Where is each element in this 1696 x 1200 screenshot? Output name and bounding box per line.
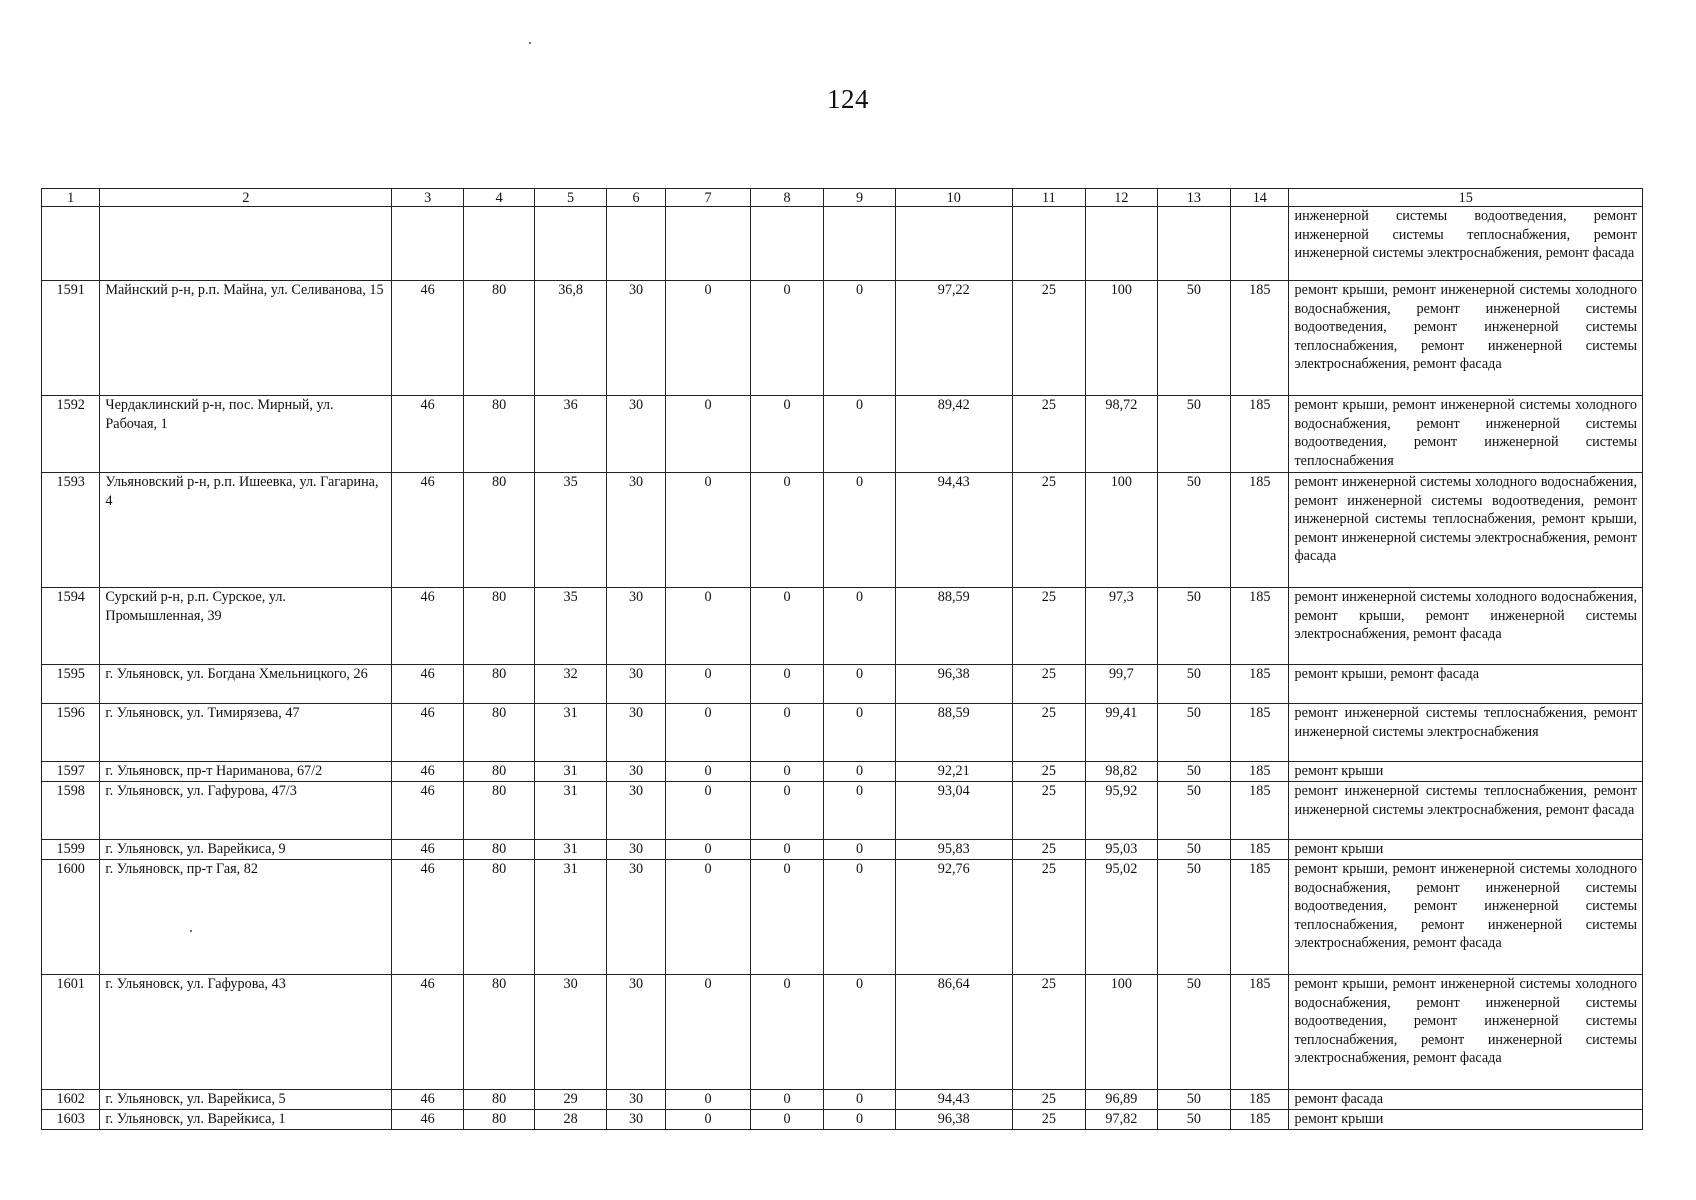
column-header: 1 — [42, 189, 100, 207]
value-cell — [606, 207, 665, 281]
value-cell: 31 — [535, 782, 606, 840]
value-cell: 96,38 — [895, 665, 1012, 704]
value-cell — [824, 207, 895, 281]
address-cell: г. Ульяновск, пр-т Нариманова, 67/2 — [100, 762, 392, 782]
value-cell: 30 — [606, 396, 665, 473]
value-cell: 50 — [1157, 782, 1231, 840]
table-row — [42, 588, 1643, 665]
value-cell — [1231, 207, 1289, 281]
value-cell — [1012, 207, 1086, 281]
value-cell: 25 — [1012, 281, 1086, 396]
column-header: 6 — [606, 189, 665, 207]
value-cell: 0 — [750, 704, 824, 762]
value-cell: 80 — [463, 860, 534, 975]
table-row — [42, 1110, 1643, 1130]
table-row — [42, 281, 1643, 396]
value-cell: 80 — [463, 665, 534, 704]
works-description: ремонт крыши — [1289, 1110, 1643, 1130]
value-cell: 30 — [606, 840, 665, 860]
value-cell: 25 — [1012, 704, 1086, 762]
value-cell: 46 — [392, 1090, 463, 1110]
works-description: ремонт инженерной системы холодного водоснабжения, ремонт крыши, ремонт инженерной системы электроснабжения, ремонт фасада — [1289, 588, 1643, 665]
value-cell: 30 — [606, 782, 665, 840]
value-cell: 95,83 — [895, 840, 1012, 860]
value-cell: 185 — [1231, 665, 1289, 704]
works-description: ремонт крыши, ремонт инженерной системы холодного водоснабжения, ремонт инженерной системы водоотведения, ремонт инженерной системы теплоснабжения, ремонт инженерной системы электроснабжения, ремонт фасада — [1289, 975, 1643, 1090]
value-cell: 35 — [535, 588, 606, 665]
column-header: 15 — [1289, 189, 1643, 207]
value-cell: 0 — [824, 782, 895, 840]
value-cell: 46 — [392, 665, 463, 704]
value-cell: 46 — [392, 1110, 463, 1130]
value-cell: 0 — [750, 1090, 824, 1110]
value-cell: 185 — [1231, 860, 1289, 975]
value-cell: 95,03 — [1086, 840, 1157, 860]
value-cell: 25 — [1012, 1110, 1086, 1130]
value-cell: 86,64 — [895, 975, 1012, 1090]
value-cell: 31 — [535, 840, 606, 860]
column-header: 8 — [750, 189, 824, 207]
value-cell: 185 — [1231, 1090, 1289, 1110]
value-cell: 96,89 — [1086, 1090, 1157, 1110]
value-cell: 80 — [463, 975, 534, 1090]
value-cell: 0 — [666, 665, 751, 704]
value-cell: 31 — [535, 860, 606, 975]
works-description: ремонт инженерной системы теплоснабжения, ремонт инженерной системы электроснабжения, ремонт фасада — [1289, 782, 1643, 840]
value-cell: 36,8 — [535, 281, 606, 396]
value-cell: 0 — [824, 975, 895, 1090]
value-cell: 46 — [392, 396, 463, 473]
value-cell: 46 — [392, 762, 463, 782]
value-cell: 94,43 — [895, 1090, 1012, 1110]
column-header: 12 — [1086, 189, 1157, 207]
value-cell: 98,82 — [1086, 762, 1157, 782]
works-description: ремонт инженерной системы холодного водоснабжения, ремонт инженерной системы водоотведения, ремонт инженерной системы теплоснабжения, ремонт крыши, ремонт инженерной системы электроснабжения, ремонт фасада — [1289, 473, 1643, 588]
column-header: 13 — [1157, 189, 1231, 207]
value-cell: 25 — [1012, 396, 1086, 473]
value-cell: 30 — [606, 1090, 665, 1110]
table-row — [42, 860, 1643, 975]
address-cell: г. Ульяновск, ул. Варейкиса, 5 — [100, 1090, 392, 1110]
value-cell: 30 — [535, 975, 606, 1090]
value-cell — [666, 207, 751, 281]
works-description: инженерной системы водоотведения, ремонт инженерной системы теплоснабжения, ремонт инженерной системы электроснабжения, ремонт фасада — [1289, 207, 1643, 281]
value-cell: 30 — [606, 975, 665, 1090]
column-header: 14 — [1231, 189, 1289, 207]
table-row — [42, 975, 1643, 1090]
table-row — [42, 782, 1643, 840]
value-cell: 46 — [392, 840, 463, 860]
value-cell: 50 — [1157, 473, 1231, 588]
value-cell: 99,41 — [1086, 704, 1157, 762]
value-cell — [895, 207, 1012, 281]
value-cell: 50 — [1157, 840, 1231, 860]
table-row — [42, 840, 1643, 860]
value-cell: 36 — [535, 396, 606, 473]
value-cell — [1157, 207, 1231, 281]
address-cell: г. Ульяновск, ул. Варейкиса, 9 — [100, 840, 392, 860]
row-number: 1597 — [42, 762, 100, 782]
value-cell: 25 — [1012, 782, 1086, 840]
value-cell: 89,42 — [895, 396, 1012, 473]
value-cell: 46 — [392, 782, 463, 840]
column-header: 10 — [895, 189, 1012, 207]
value-cell: 95,02 — [1086, 860, 1157, 975]
value-cell: 46 — [392, 704, 463, 762]
value-cell: 185 — [1231, 975, 1289, 1090]
value-cell: 0 — [666, 588, 751, 665]
page-number: 124 — [827, 84, 869, 114]
row-number: 1603 — [42, 1110, 100, 1130]
value-cell: 50 — [1157, 704, 1231, 762]
value-cell: 25 — [1012, 473, 1086, 588]
table-row — [42, 1090, 1643, 1110]
address-cell: г. Ульяновск, ул. Варейкиса, 1 — [100, 1110, 392, 1130]
value-cell: 50 — [1157, 665, 1231, 704]
value-cell: 0 — [666, 1110, 751, 1130]
value-cell: 0 — [824, 762, 895, 782]
row-number: 1598 — [42, 782, 100, 840]
value-cell: 46 — [392, 975, 463, 1090]
header-row — [42, 189, 1643, 207]
address-cell: Майнский р-н, р.п. Майна, ул. Селиванова, 15 — [100, 281, 392, 396]
value-cell: 0 — [824, 1090, 895, 1110]
value-cell: 32 — [535, 665, 606, 704]
value-cell: 31 — [535, 704, 606, 762]
value-cell: 46 — [392, 281, 463, 396]
table-row — [42, 762, 1643, 782]
value-cell: 0 — [666, 281, 751, 396]
value-cell: 30 — [606, 1110, 665, 1130]
row-number: 1602 — [42, 1090, 100, 1110]
value-cell: 46 — [392, 860, 463, 975]
value-cell: 0 — [666, 396, 751, 473]
value-cell: 30 — [606, 860, 665, 975]
value-cell: 0 — [824, 860, 895, 975]
value-cell: 185 — [1231, 782, 1289, 840]
value-cell: 50 — [1157, 588, 1231, 665]
value-cell: 80 — [463, 473, 534, 588]
value-cell: 100 — [1086, 975, 1157, 1090]
value-cell: 29 — [535, 1090, 606, 1110]
value-cell: 0 — [824, 281, 895, 396]
value-cell: 95,92 — [1086, 782, 1157, 840]
repair-program-table — [41, 188, 1643, 1130]
value-cell: 50 — [1157, 1090, 1231, 1110]
value-cell: 50 — [1157, 281, 1231, 396]
row-number: 1594 — [42, 588, 100, 665]
value-cell — [750, 207, 824, 281]
value-cell: 0 — [666, 840, 751, 860]
value-cell: 0 — [750, 975, 824, 1090]
works-description: ремонт крыши, ремонт инженерной системы холодного водоснабжения, ремонт инженерной системы водоотведения, ремонт инженерной системы теплоснабжения, ремонт инженерной системы электроснабжения, ремонт фасада — [1289, 281, 1643, 396]
value-cell: 0 — [750, 1110, 824, 1130]
column-header: 5 — [535, 189, 606, 207]
value-cell: 0 — [824, 840, 895, 860]
value-cell: 185 — [1231, 281, 1289, 396]
value-cell — [535, 207, 606, 281]
value-cell: 25 — [1012, 762, 1086, 782]
value-cell: 25 — [1012, 840, 1086, 860]
address-cell: г. Ульяновск, ул. Гафурова, 47/3 — [100, 782, 392, 840]
table-row — [42, 396, 1643, 473]
value-cell: 30 — [606, 473, 665, 588]
value-cell: 0 — [750, 782, 824, 840]
value-cell: 30 — [606, 762, 665, 782]
value-cell: 50 — [1157, 975, 1231, 1090]
works-description: ремонт крыши, ремонт инженерной системы холодного водоснабжения, ремонт инженерной системы водоотведения, ремонт инженерной системы теплоснабжения — [1289, 396, 1643, 473]
value-cell: 185 — [1231, 396, 1289, 473]
value-cell: 185 — [1231, 762, 1289, 782]
value-cell: 50 — [1157, 762, 1231, 782]
value-cell: 31 — [535, 762, 606, 782]
value-cell: 97,82 — [1086, 1110, 1157, 1130]
column-header: 4 — [463, 189, 534, 207]
row-number: 1595 — [42, 665, 100, 704]
value-cell: 25 — [1012, 1090, 1086, 1110]
value-cell: 93,04 — [895, 782, 1012, 840]
value-cell: 0 — [666, 860, 751, 975]
value-cell: 80 — [463, 588, 534, 665]
value-cell: 0 — [824, 704, 895, 762]
value-cell: 80 — [463, 396, 534, 473]
row-number — [42, 207, 100, 281]
address-cell: г. Ульяновск, ул. Гафурова, 43 — [100, 975, 392, 1090]
value-cell: 25 — [1012, 860, 1086, 975]
column-header: 2 — [100, 189, 392, 207]
table-row — [42, 473, 1643, 588]
row-number: 1599 — [42, 840, 100, 860]
row-number: 1593 — [42, 473, 100, 588]
value-cell: 0 — [750, 473, 824, 588]
table-row — [42, 704, 1643, 762]
address-cell: г. Ульяновск, ул. Тимирязева, 47 — [100, 704, 392, 762]
value-cell: 96,38 — [895, 1110, 1012, 1130]
value-cell: 0 — [666, 975, 751, 1090]
value-cell: 28 — [535, 1110, 606, 1130]
works-description: ремонт крыши — [1289, 762, 1643, 782]
value-cell: 0 — [666, 782, 751, 840]
value-cell: 50 — [1157, 860, 1231, 975]
value-cell: 46 — [392, 473, 463, 588]
value-cell: 0 — [750, 840, 824, 860]
value-cell: 30 — [606, 588, 665, 665]
table-row — [42, 665, 1643, 704]
value-cell: 80 — [463, 840, 534, 860]
value-cell — [463, 207, 534, 281]
value-cell: 25 — [1012, 665, 1086, 704]
value-cell: 0 — [750, 665, 824, 704]
address-cell: Чердаклинский р-н, пос. Мирный, ул. Рабочая, 1 — [100, 396, 392, 473]
value-cell: 80 — [463, 1090, 534, 1110]
value-cell: 80 — [463, 782, 534, 840]
address-cell — [100, 207, 392, 281]
value-cell: 0 — [750, 860, 824, 975]
value-cell: 185 — [1231, 840, 1289, 860]
works-description: ремонт фасада — [1289, 1090, 1643, 1110]
value-cell: 100 — [1086, 281, 1157, 396]
column-header: 3 — [392, 189, 463, 207]
value-cell: 100 — [1086, 473, 1157, 588]
row-number: 1592 — [42, 396, 100, 473]
value-cell: 25 — [1012, 975, 1086, 1090]
value-cell: 88,59 — [895, 704, 1012, 762]
value-cell: 185 — [1231, 473, 1289, 588]
row-number: 1591 — [42, 281, 100, 396]
value-cell: 0 — [666, 762, 751, 782]
address-cell: Ульяновский р-н, р.п. Ишеевка, ул. Гагарина, 4 — [100, 473, 392, 588]
value-cell: 80 — [463, 281, 534, 396]
works-description: ремонт инженерной системы теплоснабжения, ремонт инженерной системы электроснабжения — [1289, 704, 1643, 762]
value-cell: 99,7 — [1086, 665, 1157, 704]
value-cell: 0 — [750, 281, 824, 396]
value-cell: 98,72 — [1086, 396, 1157, 473]
value-cell: 0 — [666, 704, 751, 762]
value-cell: 30 — [606, 665, 665, 704]
value-cell — [392, 207, 463, 281]
value-cell: 0 — [666, 1090, 751, 1110]
works-description: ремонт крыши, ремонт фасада — [1289, 665, 1643, 704]
value-cell: 30 — [606, 704, 665, 762]
value-cell: 35 — [535, 473, 606, 588]
row-number: 1596 — [42, 704, 100, 762]
value-cell: 0 — [824, 665, 895, 704]
row-number: 1600 — [42, 860, 100, 975]
value-cell: 0 — [824, 588, 895, 665]
value-cell: 30 — [606, 281, 665, 396]
value-cell: 50 — [1157, 1110, 1231, 1130]
value-cell: 25 — [1012, 588, 1086, 665]
value-cell — [1086, 207, 1157, 281]
value-cell: 185 — [1231, 704, 1289, 762]
address-cell: г. Ульяновск, ул. Богдана Хмельницкого, 26 — [100, 665, 392, 704]
value-cell: 92,21 — [895, 762, 1012, 782]
value-cell: 50 — [1157, 396, 1231, 473]
works-description: ремонт крыши, ремонт инженерной системы холодного водоснабжения, ремонт инженерной системы водоотведения, ремонт инженерной системы теплоснабжения, ремонт инженерной системы электроснабжения, ремонт фасада — [1289, 860, 1643, 975]
value-cell: 88,59 — [895, 588, 1012, 665]
value-cell: 92,76 — [895, 860, 1012, 975]
value-cell: 0 — [750, 396, 824, 473]
column-header: 11 — [1012, 189, 1086, 207]
row-number: 1601 — [42, 975, 100, 1090]
value-cell: 185 — [1231, 588, 1289, 665]
value-cell: 94,43 — [895, 473, 1012, 588]
value-cell: 80 — [463, 1110, 534, 1130]
value-cell: 0 — [824, 473, 895, 588]
value-cell: 0 — [824, 1110, 895, 1130]
value-cell: 185 — [1231, 1110, 1289, 1130]
scan-speck — [529, 42, 531, 44]
address-cell: Сурский р-н, р.п. Сурское, ул. Промышленная, 39 — [100, 588, 392, 665]
value-cell: 97,22 — [895, 281, 1012, 396]
column-header: 9 — [824, 189, 895, 207]
value-cell: 80 — [463, 762, 534, 782]
value-cell: 0 — [824, 396, 895, 473]
column-header: 7 — [666, 189, 751, 207]
value-cell: 0 — [750, 762, 824, 782]
value-cell: 46 — [392, 588, 463, 665]
value-cell: 97,3 — [1086, 588, 1157, 665]
value-cell: 80 — [463, 704, 534, 762]
address-cell: г. Ульяновск, пр-т Гая, 82 — [100, 860, 392, 975]
value-cell: 0 — [666, 473, 751, 588]
works-description: ремонт крыши — [1289, 840, 1643, 860]
table-row — [42, 207, 1643, 281]
value-cell: 0 — [750, 588, 824, 665]
